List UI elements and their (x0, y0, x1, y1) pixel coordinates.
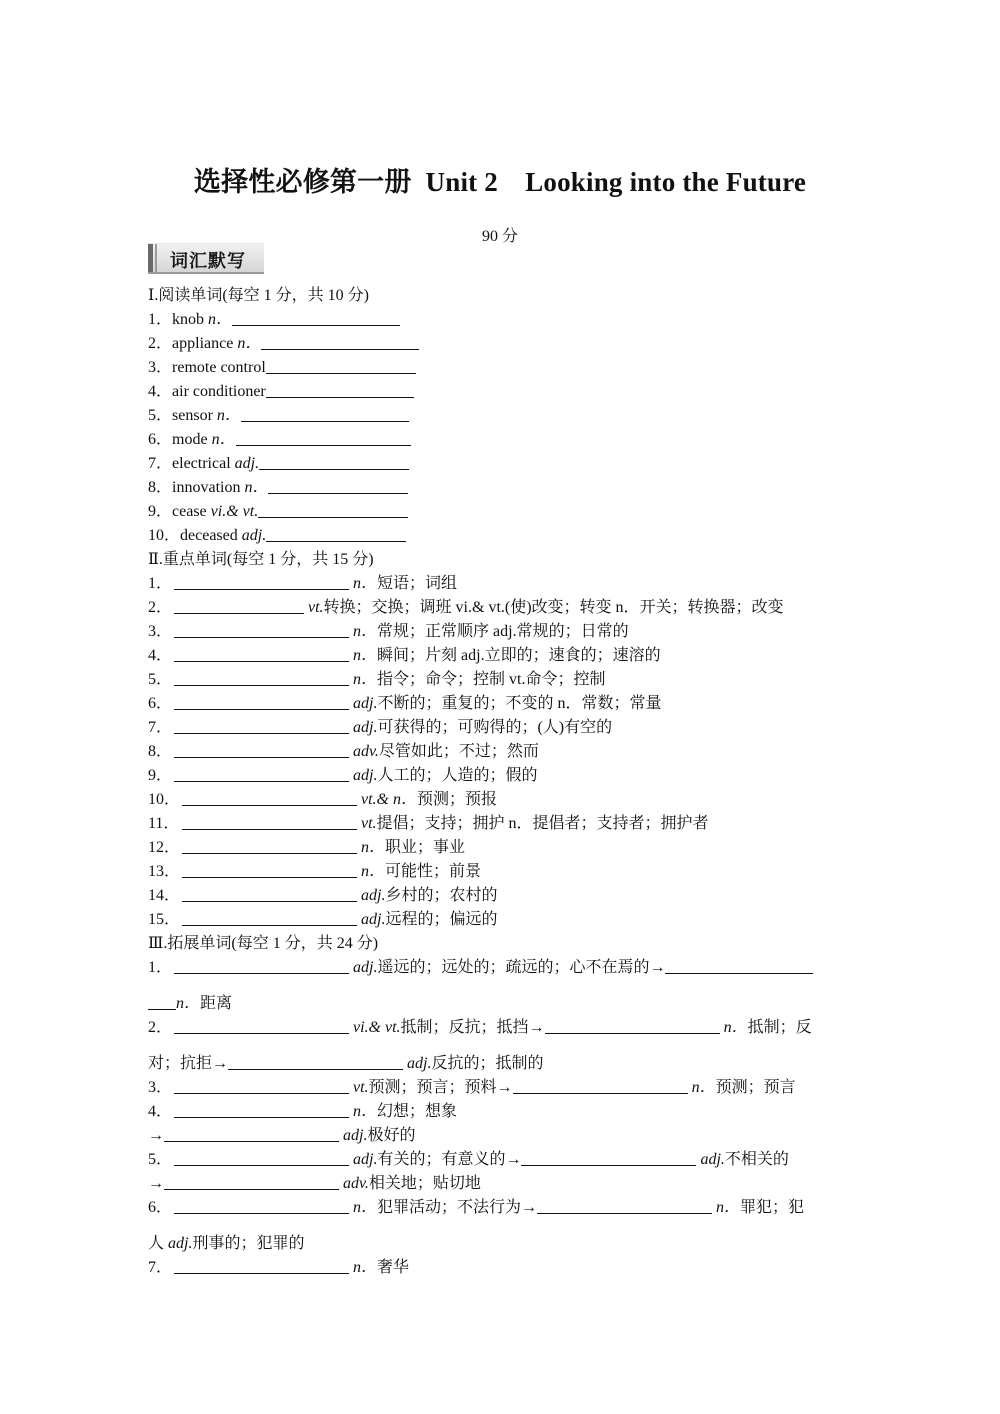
answer-blank[interactable] (174, 693, 349, 710)
reading-item-7: 7．electrical adj. (148, 452, 858, 476)
key-item-12: 12． n．职业；事业 (148, 839, 466, 856)
ext-item-5-cont: → adv.相关地；贴切地 (148, 1175, 481, 1192)
reading-item-3: 3．remote control (148, 356, 858, 380)
ext-item-1-cont: n．距离 (148, 992, 858, 1016)
ext-item-2: 2． vi.& vt.抵制；反抗；抵挡→ n．抵制；反 (148, 1019, 812, 1036)
answer-blank[interactable] (174, 765, 349, 782)
answer-blank[interactable] (258, 501, 408, 518)
key-item-4: 4． n．瞬间；片刻 adj.立即的；速食的；速溶的 (148, 647, 661, 664)
ext-item-1: 1． adj.遥远的；远处的；疏远的；心不在焉的→ (148, 956, 858, 992)
answer-blank-cont[interactable] (148, 993, 176, 1010)
reading-item-2: 2．appliance n． (148, 332, 858, 356)
answer-blank[interactable] (174, 957, 349, 974)
ext-item-7: 7． n．奢华 (148, 1259, 410, 1276)
ext-item-4: 4． n．幻想；想象 (148, 1103, 458, 1120)
section3-heading: Ⅲ.拓展单词(每空 1 分，共 24 分) (148, 935, 379, 952)
answer-blank[interactable] (174, 573, 349, 590)
section2-heading: Ⅱ.重点单词(每空 1 分，共 15 分) (148, 551, 374, 568)
answer-blank[interactable] (182, 813, 357, 830)
key-item-3: 3． n．常规；正常顺序 adj.常规的；日常的 (148, 623, 629, 640)
answer-blank[interactable] (266, 357, 416, 374)
section1-heading: Ⅰ.阅读单词(每空 1 分，共 10 分) (148, 287, 369, 304)
answer-blank[interactable] (174, 717, 349, 734)
answer-blank[interactable] (261, 333, 419, 350)
key-item-5: 5． n．指令；命令；控制 vt.命令；控制 (148, 671, 606, 688)
answer-blank[interactable] (537, 1197, 712, 1214)
answer-blank[interactable] (665, 957, 813, 974)
answer-blank[interactable] (174, 645, 349, 662)
ext-item-6-cont: 人 adj.刑事的；犯罪的 (148, 1235, 305, 1252)
ext-item-4-cont: → adj.极好的 (148, 1127, 416, 1144)
answer-blank[interactable] (266, 381, 414, 398)
answer-blank[interactable] (174, 1101, 349, 1118)
answer-blank[interactable] (174, 741, 349, 758)
total-score: 90 分 (481, 228, 518, 245)
answer-blank[interactable] (174, 1197, 349, 1214)
key-item-8: 8． adv.尽管如此；不过；然而 (148, 743, 539, 760)
badge-bar-decoration (148, 244, 153, 272)
answer-blank[interactable] (521, 1149, 696, 1166)
key-item-6: 6． adj.不断的；重复的；不变的 n．常数；常量 (148, 695, 662, 712)
answer-blank[interactable] (174, 1077, 349, 1094)
answer-blank[interactable] (232, 309, 400, 326)
answer-blank[interactable] (268, 477, 408, 494)
answer-blank[interactable] (259, 453, 409, 470)
reading-item-1: 1．knob n． (148, 308, 858, 332)
answer-blank[interactable] (228, 1053, 403, 1070)
answer-blank[interactable] (182, 885, 357, 902)
key-item-2: 2． vt.转换；交换；调班 vi.& vt.(使)改变；转变 n．开关；转换器；改变 (148, 599, 784, 616)
badge-bar-decoration (155, 244, 157, 272)
answer-blank[interactable] (174, 597, 304, 614)
answer-blank[interactable] (182, 909, 357, 926)
answer-blank[interactable] (545, 1017, 720, 1034)
worksheet-content (148, 284, 858, 1280)
answer-blank[interactable] (164, 1125, 339, 1142)
ext-item-2-cont: 对；抗拒→ adj.反抗的；抵制的 (148, 1055, 544, 1072)
answer-blank[interactable] (174, 1017, 349, 1034)
key-item-1: 1． n．短语；词组 (148, 575, 458, 592)
ext-item-5: 5． adj.有关的；有意义的→ adj.不相关的 (148, 1151, 789, 1168)
badge-label: 词汇默写 (170, 251, 246, 272)
answer-blank[interactable] (513, 1077, 688, 1094)
answer-blank[interactable] (164, 1173, 339, 1190)
answer-blank[interactable] (182, 789, 357, 806)
reading-item-6: 6．mode n． (148, 428, 858, 452)
reading-item-5: 5．sensor n． (148, 404, 858, 428)
answer-blank[interactable] (174, 1257, 349, 1274)
answer-blank[interactable] (174, 1149, 349, 1166)
key-item-11: 11． vt.提倡；支持；拥护 n．提倡者；支持者；拥护者 (148, 815, 709, 832)
answer-blank[interactable] (266, 525, 406, 542)
key-item-7: 7． adj.可获得的；可购得的；(人)有空的 (148, 719, 613, 736)
key-item-15: 15． adj.远程的；偏远的 (148, 911, 498, 928)
key-item-14: 14． adj.乡村的；农村的 (148, 887, 498, 904)
answer-blank[interactable] (174, 621, 349, 638)
answer-blank[interactable] (182, 861, 357, 878)
answer-blank[interactable] (236, 429, 411, 446)
section-badge (148, 243, 264, 274)
reading-item-4: 4．air conditioner (148, 380, 858, 404)
reading-item-8: 8．innovation n． (148, 476, 858, 500)
ext-item-6: 6． n．犯罪活动；不法行为→ n．罪犯；犯 (148, 1199, 805, 1216)
answer-blank[interactable] (241, 405, 409, 422)
ext-item-3: 3． vt.预测；预言；预料→ n．预测；预言 (148, 1079, 796, 1096)
key-item-9: 9． adj.人工的；人造的；假的 (148, 767, 538, 784)
reading-item-10: 10．deceased adj. (148, 524, 858, 548)
reading-item-9: 9．cease vi.& vt. (148, 500, 858, 524)
answer-blank[interactable] (182, 837, 357, 854)
answer-blank[interactable] (174, 669, 349, 686)
key-item-10: 10． vt.& n．预测；预报 (148, 791, 498, 808)
page-title: 选择性必修第一册 Unit 2 Looking into the Future (193, 167, 807, 197)
key-item-13: 13． n．可能性；前景 (148, 863, 482, 880)
